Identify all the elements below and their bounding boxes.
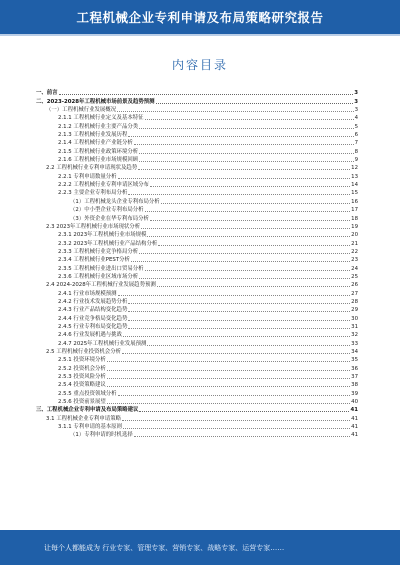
toc-entry-page: 14 (351, 182, 358, 189)
toc-entry-label: 2.2.3 主要企业专利布局分析 (58, 190, 128, 197)
toc-entry-page: 20 (351, 232, 358, 239)
toc-entry-label: 2.1.5 工程机械行业政策环境分析 (58, 148, 139, 155)
toc-entry-page: 3 (354, 98, 358, 105)
toc-entry-label: 2.5.2 投资机会分析 (58, 365, 106, 372)
toc-leader-dots (145, 119, 354, 120)
toc-entry[interactable] (36, 288, 358, 296)
toc-entry[interactable] (36, 347, 358, 355)
toc-leader-dots (158, 245, 350, 246)
toc-entry-label: 2.5.1 投资环境分析 (58, 357, 106, 364)
toc-entry[interactable] (36, 146, 358, 154)
toc-entry[interactable] (36, 363, 358, 371)
toc-entry-page: 36 (351, 365, 358, 372)
toc-entry-label: 2.4.6 行业发展机遇与挑战 (58, 332, 122, 339)
toc-heading: 内容目录 (171, 58, 228, 72)
toc-leader-dots (139, 153, 353, 154)
toc-entry-label: （一）工程机械行业发展概况 (46, 107, 117, 114)
toc-entry-label: 2.5.4 投资策略建议 (58, 382, 106, 389)
toc-entry-label: 2.2.1 专利申请数量分析 (58, 173, 117, 180)
toc-leader-dots (128, 320, 350, 321)
toc-entry-page: 31 (351, 323, 358, 330)
toc-entry-page: 41 (351, 424, 358, 431)
toc-entry[interactable] (36, 163, 358, 171)
toc-leader-dots (107, 370, 350, 371)
toc-entry-page: 4 (354, 115, 358, 122)
toc-entry-label: 三、工程机械企业专利申请及布局策略建议 (36, 407, 139, 414)
toc-entry[interactable] (36, 96, 358, 104)
toc-leader-dots (118, 295, 351, 296)
toc-entry-page: 37 (351, 374, 358, 381)
toc-entry-label: 2.2 工程机械行业专利申请现状及趋势 (46, 165, 138, 172)
toc-entry-page: 39 (351, 390, 358, 397)
toc-entry-page: 41 (351, 432, 358, 439)
toc-leader-dots (134, 436, 350, 437)
toc-entry[interactable] (36, 330, 358, 338)
toc-entry[interactable] (36, 171, 358, 179)
toc-entry-label: 2.4.5 行业专利布局变化趋势 (58, 323, 128, 330)
toc-entry-label: 2.3.6 工程机械行业区域市场分析 (58, 273, 139, 280)
toc-entry-page: 41 (350, 407, 358, 414)
toc-leader-dots (161, 203, 350, 204)
toc-leader-dots (138, 169, 350, 170)
toc-entry-label: 2.1.2 工程机械行业主要产品分类 (58, 123, 139, 130)
toc-leader-dots (139, 253, 350, 254)
toc-entry[interactable] (36, 372, 358, 380)
toc-entry-page: 23 (351, 257, 358, 264)
toc-entry-page: 13 (351, 173, 358, 180)
toc-entry-label: 2.1.4 工程机械行业产业链分析 (58, 140, 133, 147)
toc-entry-label: 一、前言 (36, 90, 58, 97)
toc-leader-dots (147, 236, 350, 237)
toc-leader-dots (145, 270, 351, 271)
toc-entry[interactable] (36, 313, 358, 321)
toc-entry[interactable] (36, 180, 358, 188)
toc-entry-label: 2.5.5 重点投资领域分析 (58, 390, 117, 397)
toc-entry[interactable] (36, 222, 358, 230)
footer-slogan (44, 543, 284, 553)
toc-leader-dots (107, 403, 350, 404)
toc-entry-page: 29 (351, 307, 358, 314)
footer-slogan-lead: 让每个人都能成为 (44, 544, 100, 552)
toc-leader-dots (123, 336, 350, 337)
toc-leader-dots (128, 136, 353, 137)
toc-leader-dots (123, 428, 350, 429)
toc-entry[interactable] (36, 130, 358, 138)
toc-entry-page: 3 (354, 90, 358, 97)
toc-leader-dots (128, 328, 350, 329)
toc-leader-dots (117, 111, 353, 112)
toc-entry[interactable] (36, 230, 358, 238)
toc-entry-page: 15 (351, 190, 358, 197)
toc-entry-page: 32 (351, 332, 358, 339)
toc-leader-dots (145, 211, 351, 212)
toc-leader-dots (107, 386, 350, 387)
toc-entry[interactable] (36, 155, 358, 163)
toc-entry-label: 2.3.3 工程机械行业竞争格局分析 (58, 248, 139, 255)
toc-entry[interactable] (36, 380, 358, 388)
report-title: 工程机械企业专利申请及布局策略研究报告 (76, 10, 324, 25)
toc-entry[interactable] (36, 113, 358, 121)
toc-leader-dots (156, 103, 354, 104)
toc-entry-page: 38 (351, 382, 358, 389)
toc-entry[interactable] (36, 322, 358, 330)
toc-entry-page: 30 (351, 315, 358, 322)
toc-entry-label: 2.5.3 投资风险分析 (58, 374, 106, 381)
toc-entry-page: 8 (354, 148, 358, 155)
toc-leader-dots (147, 345, 350, 346)
toc-entry[interactable] (36, 255, 358, 263)
toc-entry[interactable] (36, 413, 358, 421)
toc-leader-dots (118, 178, 351, 179)
toc-leader-dots (128, 303, 350, 304)
toc-entry-page: 27 (351, 290, 358, 297)
toc-entry-page: 19 (351, 223, 358, 230)
toc-entry-page: 17 (351, 207, 358, 214)
toc-entry[interactable] (36, 213, 358, 221)
toc-entry-label: （1）工程机械龙头企业专利布局分析 (70, 198, 160, 205)
toc-entry-page: 7 (354, 140, 358, 147)
toc-entry[interactable] (36, 338, 358, 346)
toc-leader-dots (139, 128, 353, 129)
toc-leader-dots (139, 411, 349, 412)
toc-entry-label: 2.5.6 投资前景展望 (58, 399, 106, 406)
toc-entry-label: （3）外资企业在华专利布局分析 (70, 215, 149, 222)
toc-entry[interactable] (36, 355, 358, 363)
toc-entry-label: 2.4.3 行业产品结构变化趋势 (58, 307, 128, 314)
toc-entry[interactable] (36, 297, 358, 305)
toc-leader-dots (118, 395, 351, 396)
toc-leader-dots (128, 194, 350, 195)
toc-entry-label: 2.4.1 行业市场规模预测 (58, 290, 117, 297)
toc-entry-page: 40 (351, 399, 358, 406)
toc-entry[interactable] (36, 188, 358, 196)
toc-entry-page: 22 (351, 248, 358, 255)
toc-entry-page: 33 (351, 340, 358, 347)
toc-entry-page: 25 (351, 273, 358, 280)
toc-leader-dots (122, 353, 350, 354)
toc-entry[interactable] (36, 247, 358, 255)
toc-entry[interactable] (36, 280, 358, 288)
toc-entry[interactable] (36, 305, 358, 313)
toc-entry-page: 24 (351, 265, 358, 272)
toc-entry-label: （2）中小型企业专利布局分析 (70, 207, 144, 214)
toc-entry-label: 2.1.3 工程机械行业发展历程 (58, 132, 128, 139)
toc-entry[interactable] (36, 422, 358, 430)
toc-entry-page: 41 (351, 415, 358, 422)
page-footer (0, 530, 400, 565)
toc-entry-page: 12 (351, 165, 358, 172)
toc-leader-dots (128, 311, 350, 312)
toc-entry-page: 26 (351, 282, 358, 289)
toc-entry[interactable] (36, 238, 358, 246)
toc-entry-page: 21 (351, 240, 358, 247)
toc-entry[interactable] (36, 405, 358, 413)
toc-entry-page: 5 (354, 123, 358, 130)
toc-entry-label: 3.1 工程机械企业专利申请策略 (46, 415, 121, 422)
toc-entry-page: 6 (354, 132, 358, 139)
toc-entry[interactable] (36, 105, 358, 113)
toc-leader-dots (150, 220, 350, 221)
toc-entry-label: 2.4.4 行业竞争格局变化趋势 (58, 315, 128, 322)
toc-entry-label: 2.2.2 工程机械行业专利申请区域分布 (58, 182, 149, 189)
toc-entry-label: 2.1.6 工程机械行业市场规模回顾 (58, 157, 139, 164)
toc-entry-label: 2.3.5 工程机械行业进出口贸易分析 (58, 265, 144, 272)
toc-entry[interactable] (36, 272, 358, 280)
toc-entry-label: 2.4.2 行业技术发展趋势分析 (58, 298, 128, 305)
toc-entry-label: 2.3.2 2023年工程机械行业产品结构分析 (58, 240, 158, 247)
toc-entry[interactable] (36, 397, 358, 405)
toc-leader-dots (139, 161, 353, 162)
toc-entry-label: 2.4 2024-2028年工程机械行业发展趋势预测 (46, 282, 156, 289)
toc-entry[interactable] (36, 138, 358, 146)
toc-entry-page: 16 (351, 198, 358, 205)
footer-slogan-tail: 行业专家、管理专家、营销专家、战略专家、运营专家…… (102, 544, 285, 552)
toc-leader-dots (139, 278, 350, 279)
toc-leader-dots (107, 361, 350, 362)
header-divider (0, 34, 400, 36)
toc-entry-page: 28 (351, 298, 358, 305)
toc-entry-label: 2.3.1 2023年工程机械行业市场规模 (58, 232, 147, 239)
toc-entry-label: 二、2023-2028年工程机械市场前景及趋势预测 (36, 98, 155, 105)
toc-entry[interactable] (36, 88, 358, 96)
toc-entry[interactable] (36, 388, 358, 396)
toc-entry-page: 9 (354, 157, 358, 164)
toc-entry-label: 2.5 工程机械行业投资机会分析 (46, 349, 121, 355)
toc-entry[interactable] (36, 196, 358, 204)
toc-entry-label: 2.4.7 2025年工程机械行业发展预测 (58, 340, 147, 347)
toc-leader-dots (131, 261, 350, 262)
table-of-contents (36, 88, 358, 438)
toc-entry-page: 34 (351, 349, 358, 355)
toc-entry[interactable] (36, 263, 358, 271)
toc-entry-page: 18 (351, 215, 358, 222)
toc-leader-dots (150, 186, 350, 187)
toc-entry-label: 2.1.1 工程机械行业定义及基本特征 (58, 115, 144, 122)
toc-leader-dots (141, 228, 350, 229)
toc-entry[interactable] (36, 121, 358, 129)
toc-entry[interactable] (36, 205, 358, 213)
toc-leader-dots (134, 144, 354, 145)
toc-entry-page: 3 (354, 107, 358, 114)
toc-leader-dots (107, 378, 350, 379)
toc-entry-label: 2.3 2023年工程机械行业市场现状分析 (46, 223, 141, 230)
toc-entry-page: 35 (351, 357, 358, 364)
toc-leader-dots (59, 94, 354, 95)
toc-entry[interactable] (36, 430, 358, 438)
toc-entry-label: 2.3.4 工程机械行业PEST分析 (58, 257, 130, 264)
page-header (0, 0, 400, 34)
toc-entry-label: 3.1.1 专利申请的基本原则 (58, 424, 122, 431)
toc-leader-dots (157, 286, 350, 287)
toc-leader-dots (122, 420, 350, 421)
toc-entry-label: （1）专利申请的时机选择 (70, 432, 133, 439)
